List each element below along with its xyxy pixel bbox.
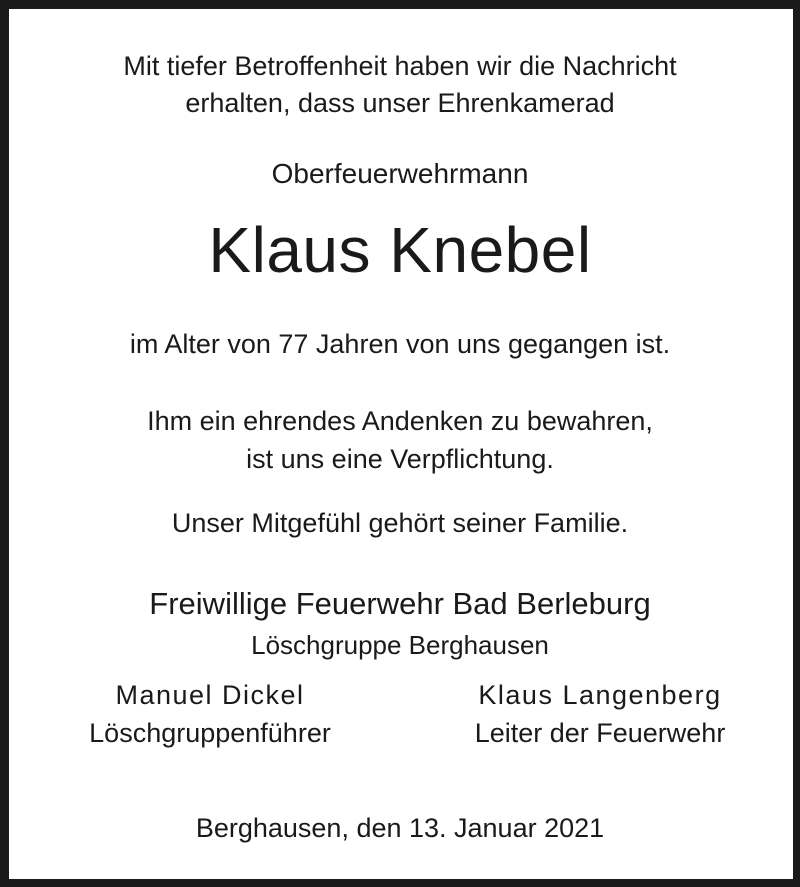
signatory-1-title: Löschgruppenführer [89, 718, 331, 748]
sympathy-line: Unser Mitgefühl gehört seiner Familie. [171, 508, 629, 538]
memory-line-1: Ihm ein ehrendes Andenken zu bewahren, [147, 406, 653, 436]
intro-line-2: erhalten, dass unser Ehrenkamerad [185, 88, 615, 118]
signatory-2-title: Leiter der Feuerwehr [474, 718, 726, 748]
age-line: im Alter von 77 Jahren von uns gegangen ist. [129, 329, 671, 359]
signatory-1-name: Manuel Dickel [115, 680, 305, 710]
intro-line-1: Mit tiefer Betroffenheit haben wir die Nachricht [123, 51, 677, 81]
deceased-name: Klaus Knebel [208, 214, 592, 286]
organization-unit: Löschgruppe Berghausen [251, 630, 549, 660]
deceased-rank: Oberfeuerwehrmann [271, 158, 529, 189]
organization-name: Freiwillige Feuerwehr Bad Berleburg [149, 586, 651, 621]
memory-line-2: ist uns eine Verpflichtung. [246, 444, 554, 474]
signatory-2-name: Klaus Langenberg [478, 680, 722, 710]
place-date: Berghausen, den 13. Januar 2021 [195, 813, 605, 843]
